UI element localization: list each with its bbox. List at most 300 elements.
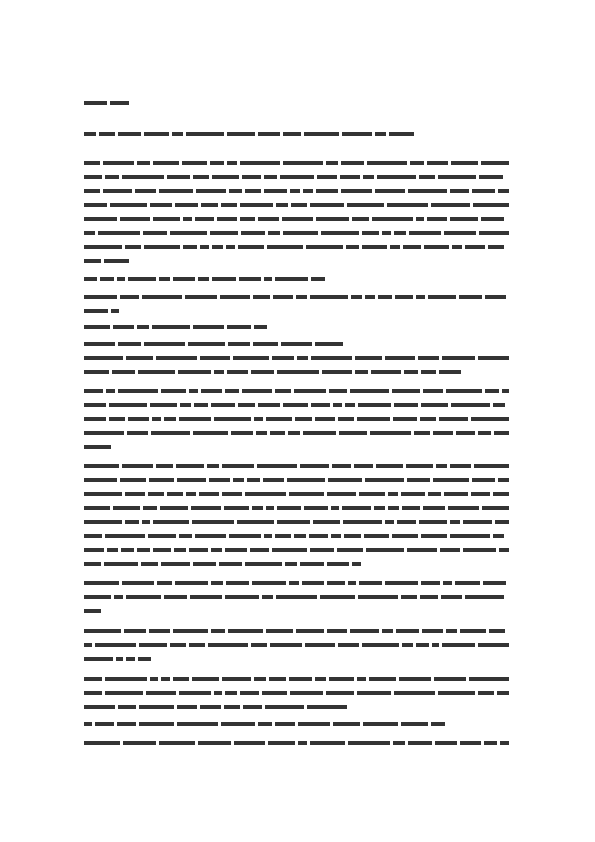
- text-word: [311, 356, 352, 360]
- text-word: [84, 464, 119, 468]
- text-word: [396, 629, 419, 633]
- text-word: [481, 217, 504, 221]
- text-line: [84, 642, 512, 648]
- text-word: [245, 189, 261, 193]
- text-word: [471, 492, 490, 496]
- text-word: [143, 231, 167, 235]
- text-word: [262, 691, 287, 695]
- text-word: [376, 464, 403, 468]
- text-word: [348, 581, 356, 585]
- text-word: [362, 245, 387, 249]
- text-word: [242, 175, 261, 179]
- text-word: [174, 548, 186, 552]
- text-word: [138, 370, 176, 374]
- text-word: [177, 722, 218, 726]
- text-word: [210, 161, 224, 165]
- text-word: [122, 581, 154, 585]
- text-word: [153, 520, 190, 524]
- text-word: [450, 464, 471, 468]
- text-word: [243, 705, 262, 709]
- text-word: [84, 643, 92, 647]
- text-word: [84, 741, 120, 745]
- text-word: [200, 705, 221, 709]
- text-line: [84, 131, 422, 137]
- text-word: [385, 356, 415, 360]
- text-word: [84, 309, 108, 313]
- text-word: [159, 741, 195, 745]
- text-word: [310, 741, 345, 745]
- text-word: [427, 161, 449, 165]
- text-word: [403, 245, 421, 249]
- text-word: [280, 175, 314, 179]
- text-word: [422, 629, 443, 633]
- text-word: [183, 245, 197, 249]
- text-word: [285, 562, 297, 566]
- text-word: [438, 691, 476, 695]
- text-word: [290, 189, 301, 193]
- text-word: [310, 295, 348, 299]
- text-word: [326, 161, 338, 165]
- text-word: [139, 722, 175, 726]
- text-word: [222, 492, 242, 496]
- text-word: [350, 389, 389, 393]
- text-word: [416, 217, 424, 221]
- text-word: [420, 595, 438, 599]
- text-word: [399, 677, 431, 681]
- text-word: [341, 189, 372, 193]
- text-word: [263, 478, 284, 482]
- text-word: [217, 217, 237, 221]
- text-word: [372, 217, 413, 221]
- text-word: [401, 492, 425, 496]
- text-word: [152, 417, 161, 421]
- text-word: [167, 492, 183, 496]
- text-line: [84, 294, 512, 300]
- text-word: [305, 643, 335, 647]
- text-word: [113, 325, 135, 329]
- text-word: [149, 629, 170, 633]
- text-word: [427, 217, 447, 221]
- text-word: [444, 492, 468, 496]
- text-word: [227, 370, 248, 374]
- text-word: [141, 562, 158, 566]
- text-word: [352, 217, 369, 221]
- text-line: [84, 594, 512, 600]
- text-word: [123, 741, 157, 745]
- text-word: [300, 562, 325, 566]
- text-word: [283, 403, 308, 407]
- text-word: [84, 520, 122, 524]
- text-word: [173, 629, 208, 633]
- text-word: [258, 722, 273, 726]
- text-word: [423, 506, 446, 510]
- text-line: [84, 276, 328, 282]
- text-word: [207, 464, 219, 468]
- text-word: [84, 548, 104, 552]
- text-word: [388, 492, 398, 496]
- text-word: [498, 478, 509, 482]
- text-word: [414, 431, 431, 435]
- text-word: [227, 325, 252, 329]
- text-word: [374, 506, 385, 510]
- text-word: [460, 741, 481, 745]
- text-line: [84, 369, 464, 375]
- text-word: [107, 548, 118, 552]
- text-word: [239, 277, 261, 281]
- text-word: [297, 356, 308, 360]
- text-word: [146, 691, 177, 695]
- text-word: [128, 277, 157, 281]
- text-word: [327, 562, 349, 566]
- text-word: [446, 389, 482, 393]
- text-word: [351, 295, 362, 299]
- text-word: [365, 478, 404, 482]
- text-word: [139, 705, 174, 709]
- text-word: [126, 657, 135, 661]
- text-word: [266, 629, 293, 633]
- text-word: [388, 506, 399, 510]
- document-title: [0, 0, 1, 1]
- text-line: [84, 561, 364, 567]
- text-line: [84, 188, 512, 194]
- text-word: [493, 492, 509, 496]
- text-word: [283, 132, 301, 136]
- text-word: [358, 403, 391, 407]
- text-word: [84, 101, 107, 105]
- text-word: [138, 657, 151, 661]
- text-line: [84, 444, 114, 450]
- text-word: [124, 629, 146, 633]
- text-word: [469, 677, 509, 681]
- text-word: [105, 534, 145, 538]
- text-word: [110, 101, 129, 105]
- text-word: [264, 277, 272, 281]
- text-word: [211, 548, 222, 552]
- text-word: [482, 506, 509, 510]
- text-word: [331, 534, 341, 538]
- text-word: [311, 277, 325, 281]
- text-line: [84, 402, 512, 408]
- text-word: [363, 722, 399, 726]
- text-word: [478, 643, 509, 647]
- text-word: [84, 231, 95, 235]
- text-word: [342, 132, 372, 136]
- text-word: [265, 705, 304, 709]
- text-word: [103, 189, 132, 193]
- text-line: [84, 608, 104, 614]
- text-word: [333, 722, 360, 726]
- text-word: [240, 217, 255, 221]
- text-word: [173, 277, 195, 281]
- text-word: [277, 520, 311, 524]
- text-word: [327, 581, 345, 585]
- text-word: [84, 259, 101, 263]
- text-word: [338, 643, 359, 647]
- text-word: [281, 342, 313, 346]
- text-word: [440, 548, 460, 552]
- text-word: [478, 356, 509, 360]
- text-word: [254, 677, 266, 681]
- text-word: [180, 403, 191, 407]
- text-word: [310, 203, 344, 207]
- text-line: [84, 721, 448, 727]
- text-word: [395, 295, 413, 299]
- text-line: [84, 690, 512, 696]
- text-word: [84, 203, 107, 207]
- text-word: [201, 389, 222, 393]
- text-word: [421, 403, 448, 407]
- text-word: [435, 741, 458, 745]
- document-header: [0, 0, 1, 1]
- text-word: [264, 175, 277, 179]
- text-word: [478, 431, 491, 435]
- text-word: [408, 189, 448, 193]
- text-word: [185, 295, 217, 299]
- text-word: [212, 277, 236, 281]
- text-word: [144, 342, 184, 346]
- text-word: [310, 548, 334, 552]
- text-line: [84, 533, 512, 539]
- text-word: [298, 741, 307, 745]
- text-word: [221, 722, 255, 726]
- text-word: [234, 741, 265, 745]
- text-word: [287, 478, 326, 482]
- text-word: [100, 277, 114, 281]
- text-word: [84, 722, 92, 726]
- text-word: [266, 506, 274, 510]
- text-word: [494, 431, 509, 435]
- text-word: [179, 417, 212, 421]
- text-word: [362, 643, 399, 647]
- text-word: [233, 478, 244, 482]
- text-word: [253, 295, 270, 299]
- text-word: [241, 231, 265, 235]
- text-word: [137, 161, 150, 165]
- text-word: [254, 325, 267, 329]
- text-word: [290, 691, 324, 695]
- text-word: [362, 231, 379, 235]
- text-word: [465, 595, 504, 599]
- text-word: [254, 417, 263, 421]
- text-word: [116, 657, 124, 661]
- text-word: [113, 506, 140, 510]
- text-word: [419, 175, 435, 179]
- text-word: [84, 325, 110, 329]
- text-word: [421, 370, 436, 374]
- text-word: [459, 295, 482, 299]
- text-word: [407, 478, 430, 482]
- text-word: [193, 431, 228, 435]
- text-word: [229, 534, 261, 538]
- text-word: [296, 629, 324, 633]
- text-word: [196, 189, 226, 193]
- text-word: [193, 562, 216, 566]
- text-word: [175, 581, 208, 585]
- text-word: [214, 691, 222, 695]
- text-word: [106, 389, 115, 393]
- text-word: [84, 609, 101, 613]
- text-word: [408, 741, 432, 745]
- text-word: [170, 643, 186, 647]
- text-word: [463, 520, 492, 524]
- text-word: [276, 203, 288, 207]
- text-word: [227, 161, 237, 165]
- text-line: [84, 230, 512, 236]
- text-word: [128, 417, 149, 421]
- text-word: [306, 245, 343, 249]
- text-word: [397, 520, 416, 524]
- text-word: [195, 217, 214, 221]
- text-word: [316, 189, 338, 193]
- text-word: [450, 520, 460, 524]
- text-word: [224, 705, 240, 709]
- text-word: [393, 741, 405, 745]
- text-word: [455, 581, 480, 585]
- text-word: [152, 325, 190, 329]
- text-word: [502, 389, 509, 393]
- text-word: [275, 722, 295, 726]
- text-word: [410, 161, 424, 165]
- text-line: [84, 704, 354, 710]
- text-word: [421, 534, 447, 538]
- text-word: [450, 189, 469, 193]
- text-word: [84, 705, 115, 709]
- text-word: [450, 534, 490, 538]
- text-word: [156, 356, 198, 360]
- text-word: [179, 534, 192, 538]
- text-word: [98, 231, 140, 235]
- text-word: [137, 325, 149, 329]
- text-word: [420, 417, 436, 421]
- text-word: [192, 520, 234, 524]
- text-word: [406, 464, 433, 468]
- text-word: [242, 389, 272, 393]
- text-word: [270, 431, 285, 435]
- text-word: [268, 741, 296, 745]
- text-word: [84, 492, 122, 496]
- text-word: [342, 506, 371, 510]
- text-word: [84, 629, 121, 633]
- text-word: [120, 295, 139, 299]
- text-word: [371, 370, 402, 374]
- text-word: [389, 132, 414, 136]
- text-word: [208, 643, 248, 647]
- text-word: [275, 534, 291, 538]
- text-word: [446, 629, 457, 633]
- text-word: [84, 506, 110, 510]
- text-word: [189, 643, 205, 647]
- text-word: [421, 581, 440, 585]
- text-word: [247, 478, 260, 482]
- text-word: [483, 581, 506, 585]
- text-word: [226, 581, 249, 585]
- text-word: [237, 520, 274, 524]
- text-word: [377, 175, 416, 179]
- text-word: [149, 478, 175, 482]
- text-word: [390, 245, 400, 249]
- text-word: [272, 548, 308, 552]
- text-word: [214, 370, 224, 374]
- text-word: [212, 175, 239, 179]
- text-word: [257, 464, 298, 468]
- text-word: [387, 203, 428, 207]
- text-word: [84, 677, 102, 681]
- text-word: [344, 534, 361, 538]
- text-word: [456, 431, 475, 435]
- text-word: [296, 295, 307, 299]
- text-word: [84, 370, 109, 374]
- text-word: [84, 445, 111, 449]
- text-word: [338, 417, 354, 421]
- text-word: [488, 245, 504, 249]
- text-word: [295, 417, 312, 421]
- text-word: [164, 417, 176, 421]
- text-word: [199, 492, 219, 496]
- text-word: [164, 595, 187, 599]
- text-word: [258, 403, 280, 407]
- text-word: [84, 277, 97, 281]
- text-line: [84, 505, 512, 511]
- text-line: [84, 258, 132, 264]
- text-word: [118, 132, 141, 136]
- text-word: [375, 189, 405, 193]
- text-word: [289, 581, 299, 585]
- text-word: [159, 277, 170, 281]
- text-word: [84, 245, 122, 249]
- text-line: [84, 244, 512, 250]
- text-word: [431, 722, 445, 726]
- text-word: [240, 203, 273, 207]
- text-word: [240, 161, 280, 165]
- text-word: [220, 295, 250, 299]
- text-word: [84, 595, 111, 599]
- text-word: [358, 595, 398, 599]
- text-line: [84, 740, 512, 746]
- text-word: [311, 403, 330, 407]
- text-word: [186, 132, 224, 136]
- text-word: [173, 677, 189, 681]
- text-word: [275, 277, 309, 281]
- text-word: [498, 189, 509, 193]
- text-word: [183, 217, 192, 221]
- text-word: [409, 231, 441, 235]
- text-word: [304, 506, 328, 510]
- text-word: [419, 520, 448, 524]
- text-word: [450, 217, 478, 221]
- text-word: [105, 677, 147, 681]
- text-word: [211, 629, 225, 633]
- text-word: [103, 161, 134, 165]
- text-word: [485, 295, 506, 299]
- text-word: [339, 431, 367, 435]
- text-word: [460, 629, 486, 633]
- text-word: [500, 741, 509, 745]
- text-word: [329, 389, 347, 393]
- text-word: [294, 534, 306, 538]
- text-word: [434, 677, 466, 681]
- text-word: [382, 629, 393, 633]
- text-word: [392, 534, 418, 538]
- text-word: [401, 595, 417, 599]
- text-word: [211, 581, 223, 585]
- text-word: [327, 492, 356, 496]
- text-word: [182, 161, 207, 165]
- text-word: [84, 403, 106, 407]
- text-word: [402, 506, 420, 510]
- text-word: [320, 595, 355, 599]
- text-line: [84, 355, 512, 361]
- text-word: [210, 231, 238, 235]
